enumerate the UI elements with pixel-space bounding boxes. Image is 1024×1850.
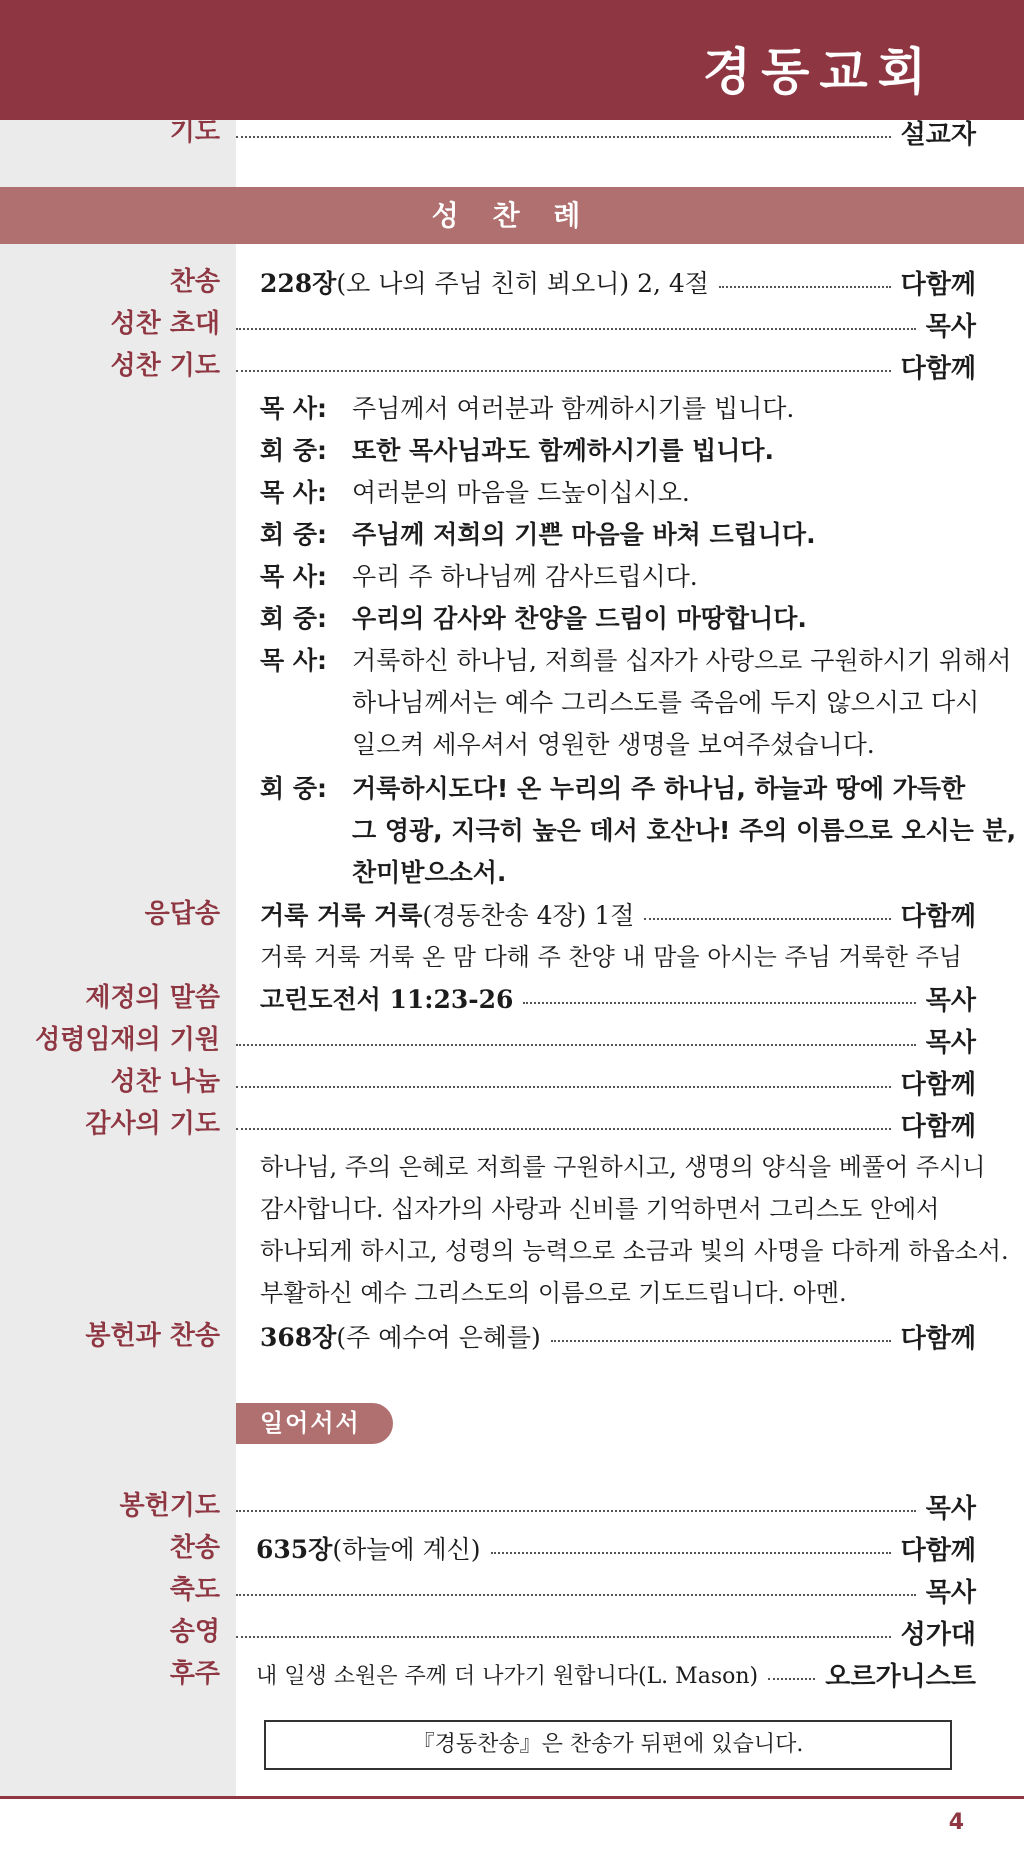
speaker: 목 사: <box>260 394 328 423</box>
dot-leader <box>236 328 916 330</box>
order-title: 거룩 거룩 거룩 <box>260 901 423 930</box>
standing-label: 일어서서 <box>236 1403 393 1444</box>
dialogue-text: 거룩하시도다! 온 누리의 주 하나님, 하늘과 땅에 가득한 <box>352 774 966 803</box>
order-responsible: 목사 <box>925 1577 976 1608</box>
dialogue-line <box>260 640 1012 682</box>
footer-rule <box>0 1796 1024 1799</box>
order-detail: (경동찬송 4장) 1절 <box>422 901 635 930</box>
dialogue-line <box>260 598 990 640</box>
order-row <box>0 346 1024 386</box>
dialogue-continuation: 하나님께서는 예수 그리스도를 죽음에 두지 않으시고 다시 <box>352 688 980 717</box>
order-detail: (하늘에 계신) <box>332 1535 481 1564</box>
dot-leader <box>768 1678 815 1680</box>
response-lyrics: 거룩 거룩 거룩 온 맘 다해 주 찬양 내 맘을 아시는 주님 거룩한 주님 <box>260 943 962 971</box>
dot-leader <box>644 918 890 920</box>
dot-leader <box>236 1086 891 1088</box>
dialogue-continuation: 찬미받으소서. <box>352 858 507 887</box>
order-label: 찬송 <box>169 267 220 297</box>
prayer-text-line: 하나님, 주의 은혜로 저희를 구원하시고, 생명의 양식을 베풀어 주시니 <box>260 1153 986 1181</box>
order-title: 368장 <box>260 1323 337 1352</box>
order-responsible: 다함께 <box>900 1069 976 1100</box>
speaker: 회 중: <box>260 604 328 633</box>
order-responsible: 오르가니스트 <box>825 1661 976 1692</box>
order-row <box>0 1104 1024 1144</box>
order-responsible: 성가대 <box>900 1619 976 1650</box>
order-label: 감사의 기도 <box>85 1109 220 1139</box>
dot-leader <box>236 370 891 372</box>
order-responsible: 목사 <box>925 311 976 342</box>
dot-leader <box>236 1510 916 1512</box>
dialogue-text: 여러분의 마음을 드높이십시오. <box>352 478 690 507</box>
dialogue-line <box>260 388 990 430</box>
dialogue-text: 주님께 저희의 기쁜 마음을 바쳐 드립니다. <box>352 520 816 549</box>
speaker: 회 중: <box>260 774 328 803</box>
speaker: 목 사: <box>260 478 328 507</box>
dot-leader <box>236 1594 916 1596</box>
dialogue-text: 우리의 감사와 찬양을 드림이 마땅합니다. <box>352 604 807 633</box>
order-row <box>0 1654 1024 1694</box>
order-label: 기도 <box>169 117 220 147</box>
order-label: 성찬 기도 <box>110 351 220 381</box>
speaker: 회 중: <box>260 520 328 549</box>
order-label: 찬송 <box>169 1533 220 1563</box>
dialogue-text: 또한 목사님과도 함께하시기를 빕니다. <box>352 436 775 465</box>
dialogue-line <box>260 472 990 514</box>
prayer-text-line: 하나되게 하시고, 성령의 능력으로 소금과 빛의 사명을 다하게 하옵소서. <box>260 1237 1009 1265</box>
dialogue-continuation: 일으켜 세우셔서 영원한 생명을 보여주셨습니다. <box>352 730 875 759</box>
speaker: 목 사: <box>260 646 328 675</box>
order-label: 축도 <box>169 1575 220 1605</box>
order-label: 성찬 나눔 <box>110 1067 220 1097</box>
order-responsible: 설교자 <box>900 119 976 150</box>
dot-leader <box>236 136 891 138</box>
order-row-offering <box>0 1316 1024 1356</box>
order-detail: (주 예수여 은혜를) <box>336 1323 541 1352</box>
header-bar <box>0 0 1024 120</box>
order-responsible: 다함께 <box>900 1323 976 1354</box>
order-label: 성령임재의 기원 <box>35 1025 220 1055</box>
order-label: 후주 <box>169 1659 220 1689</box>
dot-leader <box>236 1636 891 1638</box>
order-row <box>0 1062 1024 1102</box>
dot-leader <box>236 1128 891 1130</box>
dot-leader <box>523 1002 915 1004</box>
dot-leader <box>719 286 891 288</box>
order-row <box>0 304 1024 344</box>
order-label: 송영 <box>169 1617 220 1647</box>
order-row <box>0 1486 1024 1526</box>
order-label: 제정의 말씀 <box>85 983 220 1013</box>
dot-leader <box>236 1044 916 1046</box>
order-row <box>0 1612 1024 1652</box>
order-detail: (오 나의 주님 친히 뵈오니) 2, 4절 <box>336 269 709 298</box>
hymnal-note: 『경동찬송』은 찬송가 뒤편에 있습니다. <box>264 1720 952 1770</box>
speaker: 목 사: <box>260 562 328 591</box>
order-responsible: 다함께 <box>900 269 976 300</box>
dialogue-line <box>260 556 990 598</box>
order-responsible: 목사 <box>925 985 976 1016</box>
order-responsible: 목사 <box>925 1493 976 1524</box>
speaker: 회 중: <box>260 436 328 465</box>
order-row <box>0 1020 1024 1060</box>
order-row <box>0 978 1024 1018</box>
order-detail: 내 일생 소원은 주께 더 나가기 원합니다(L. Mason) <box>256 1663 759 1689</box>
order-label: 응답송 <box>144 899 220 929</box>
order-row <box>0 1570 1024 1610</box>
order-row-prayer <box>0 112 1024 152</box>
order-responsible: 다함께 <box>900 1111 976 1142</box>
dialogue-line <box>260 430 990 472</box>
order-responsible: 다함께 <box>900 1535 976 1566</box>
order-row-response <box>0 894 1024 934</box>
order-label: 봉헌과 찬송 <box>85 1321 220 1351</box>
section-title: 성 찬 례 <box>0 187 1024 244</box>
order-title: 228장 <box>260 269 337 298</box>
dialogue-line <box>260 514 990 556</box>
order-label: 성찬 초대 <box>110 309 220 339</box>
order-title: 635장 <box>256 1535 333 1564</box>
dialogue-continuation: 그 영광, 지극히 높은 데서 호산나! 주의 이름으로 오시는 분, <box>352 816 1017 845</box>
order-responsible: 목사 <box>925 1027 976 1058</box>
church-logo: 경동교회 <box>702 43 936 101</box>
page-number: 4 <box>948 1810 964 1835</box>
dot-leader <box>491 1552 891 1554</box>
order-row <box>0 262 1024 302</box>
dialogue-text: 우리 주 하나님께 감사드립시다. <box>352 562 698 591</box>
dialogue-line <box>260 768 990 810</box>
order-label: 봉헌기도 <box>119 1491 220 1521</box>
dot-leader <box>551 1340 891 1342</box>
dialogue-text: 거룩하신 하나님, 저희를 십자가 사랑으로 구원하시기 위해서 <box>352 646 1012 675</box>
dialogue-text: 주님께서 여러분과 함께하시기를 빕니다. <box>352 394 795 423</box>
order-responsible: 다함께 <box>900 901 976 932</box>
prayer-text-line: 부활하신 예수 그리스도의 이름으로 기도드립니다. 아멘. <box>260 1279 847 1307</box>
order-title: 고린도전서 11:23-26 <box>260 985 514 1014</box>
prayer-text-line: 감사합니다. 십자가의 사랑과 신비를 기억하면서 그리스도 안에서 <box>260 1195 940 1223</box>
order-row <box>0 1528 1024 1568</box>
order-responsible: 다함께 <box>900 353 976 384</box>
